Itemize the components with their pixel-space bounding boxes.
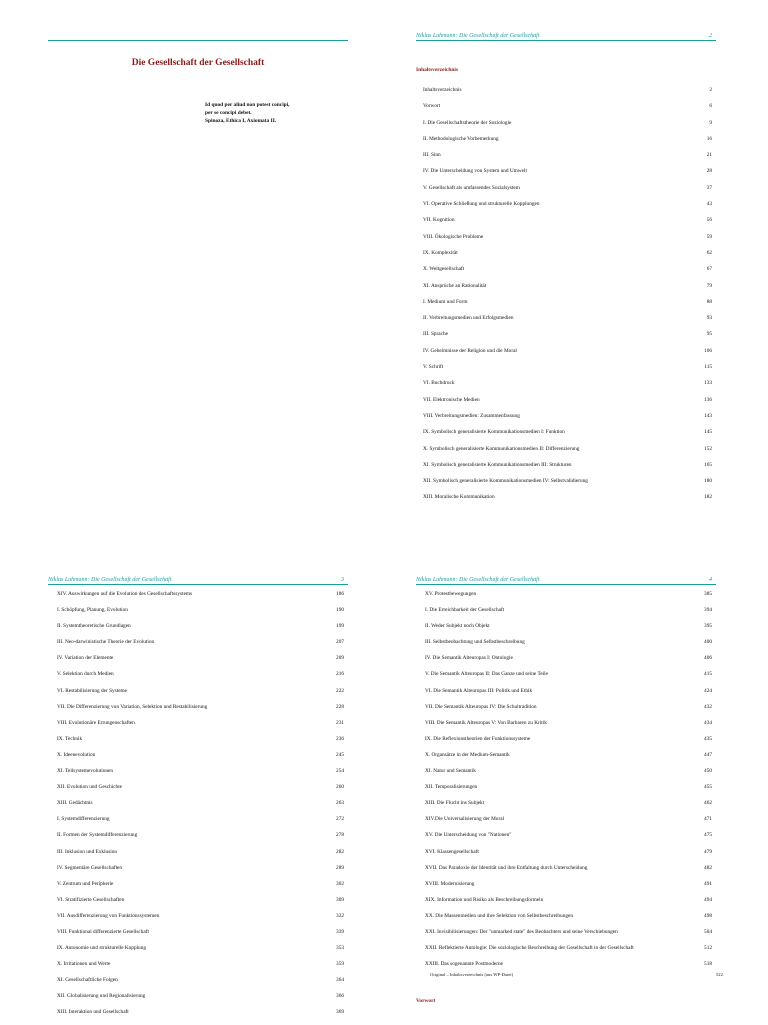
toc-entry[interactable] <box>423 412 716 428</box>
toc-entry[interactable] <box>423 216 716 232</box>
toc-entry-page: 462 <box>704 800 712 807</box>
toc-entry-title: V. Schrift <box>423 364 444 371</box>
toc-entry[interactable] <box>423 265 716 281</box>
toc-entry-title: XII. Symbolisch generalisierte Kommunikationsmedien IV: Selbstvalidierung <box>423 478 588 485</box>
toc-entry-title: II. Methodologische Vorbemerkung <box>423 135 499 142</box>
toc-entry[interactable] <box>423 493 716 509</box>
toc-entry-page: 455 <box>704 784 712 791</box>
toc-entry-title: XIV.Die Universalisierung der Moral <box>425 816 505 823</box>
toc-entry-page: 385 <box>704 591 712 597</box>
running-header-title: Niklas Luhmann: Die Gesellschaft der Gesellschaft <box>48 577 172 583</box>
toc-entry-page: 482 <box>704 864 712 871</box>
toc-entry-title: IX. Komplexität <box>423 249 458 256</box>
toc-entry[interactable] <box>425 751 716 767</box>
toc-entry-title: V. Gesellschaft als umfassendes Sozialsystem <box>423 184 520 191</box>
toc-entry[interactable] <box>57 590 348 606</box>
toc-entry-page: 254 <box>336 768 344 775</box>
toc-entry-page: 504 <box>704 928 712 935</box>
toc-entry[interactable] <box>57 944 348 960</box>
toc-entry-page: 182 <box>704 494 712 501</box>
toc-entry-page: 231 <box>336 719 344 726</box>
toc-entry-page: 289 <box>336 864 344 871</box>
toc-entry[interactable] <box>57 1008 348 1024</box>
toc-entry-title: VI. Stratifizierte Gesellschaften <box>57 896 125 903</box>
toc-entry-page: 6 <box>709 103 712 110</box>
motto <box>205 101 290 125</box>
motto-line: per se concipi debet. <box>205 110 252 116</box>
toc-entry[interactable] <box>57 735 348 751</box>
toc-entry-page: 216 <box>336 671 344 678</box>
toc-entry[interactable] <box>425 767 716 783</box>
toc-entry-title: XX. Die Massenmedien und ihre Selektion von Selbstbeschreibungen <box>425 912 573 919</box>
toc-entry-page: 353 <box>336 945 344 952</box>
toc-entry-title: I. Die Gesellschaftstheorie der Soziologie <box>423 119 512 126</box>
toc-entry-title: VIII. Funktional differenzierte Gesellschaft <box>57 928 149 935</box>
toc-entry-page: 88 <box>706 298 712 305</box>
toc-entry-page: 282 <box>336 848 344 855</box>
toc-entry-title: XXI. Invisibilisierungen: Der "unmarked state" des Beobachters und seine Verschiebungen <box>425 928 618 935</box>
toc-entry-title: III. Sinn <box>423 152 441 159</box>
running-header-title: Niklas Luhmann: Die Gesellschaft der Gesellschaft <box>416 577 540 583</box>
toc-entry[interactable] <box>423 330 716 346</box>
toc-entry-page: 2 <box>709 87 712 93</box>
toc-entry-title: III. Selbstbeobachtung und Selbstbeschreibung <box>425 639 525 646</box>
toc-entry[interactable] <box>425 944 716 960</box>
toc-entry[interactable] <box>57 928 348 944</box>
motto-line: Id quod per aliud non potest concipi, <box>205 102 290 108</box>
toc-entry[interactable] <box>57 687 348 703</box>
toc-entry-page: 95 <box>706 331 712 338</box>
toc-entry-page: 400 <box>704 639 712 646</box>
page-1-header-rule <box>48 18 348 41</box>
toc-entry-title: XII. Temporalisierungen <box>425 784 478 791</box>
toc-entry-title: IV. Die Unterscheidung von System und Umwelt <box>423 168 527 175</box>
toc-entry-title: IX. Die Reflexionstheorien der Funktionssysteme <box>425 735 531 742</box>
toc-entry-page: 518 <box>704 961 712 968</box>
toc-entry-page: 394 <box>704 607 712 614</box>
toc-entry-page: 207 <box>336 639 344 646</box>
toc-entry-title: VII. Elektronische Medien <box>423 396 480 403</box>
toc-entry-page: 447 <box>704 751 712 758</box>
toc-entry[interactable] <box>57 799 348 815</box>
toc-entry[interactable] <box>57 622 348 638</box>
toc-entry-page: 494 <box>704 896 712 903</box>
toc-entry-page: 67 <box>706 266 712 273</box>
toc-entry[interactable] <box>423 461 716 477</box>
page-number: 4 <box>709 577 712 583</box>
toc-entry-page: 222 <box>336 687 344 694</box>
toc-entry-title: XIII. Moralische Kommunikation <box>423 494 495 501</box>
toc-entry-page: 309 <box>336 896 344 903</box>
toc-entry-page: 136 <box>704 396 712 403</box>
toc-entry[interactable] <box>57 751 348 767</box>
toc-entry-title: IX. Technik <box>57 735 83 742</box>
toc-entry-title: X. Irritationen und Werte <box>57 961 111 968</box>
toc-entry-title: V. Zentrum und Peripherie <box>57 880 114 887</box>
toc-entry-page: 133 <box>704 380 712 387</box>
motto-line: Spinoza, Ethica I, Axiomata II. <box>205 118 277 124</box>
toc-entry-title: XIII. Interaktion und Gesellschaft <box>57 1009 129 1016</box>
toc-entry-title: X. Organsätze in der Medium-Semantik <box>425 751 510 758</box>
toc-entry-title: VII. Die Semantik Alteuropas IV: Die Schultradition <box>425 703 537 710</box>
toc-entry-page: 272 <box>336 816 344 823</box>
toc-entry[interactable] <box>425 799 716 815</box>
toc-entry[interactable] <box>57 976 348 992</box>
toc-entry-title: XII. Globalisierung und Regionalisierung <box>57 993 146 1000</box>
toc-entry-title: VII. Ausdifferenzierung von Funktionssystemen <box>57 912 160 919</box>
original-toc-note-text: Original – Inhaltsverzeichnis (aus WP-Datei) <box>430 972 514 977</box>
toc-entry-title: Vorwort <box>423 103 441 110</box>
toc-entry-title: XIX. Information und Risiko als Beschreibungsformeln <box>425 896 544 903</box>
toc-entry-title: XI. Symbolisch generalisierte Kommunikationsmedien III: Strukturen <box>423 461 572 468</box>
toc-entry[interactable] <box>425 783 716 799</box>
toc-entry-page: 366 <box>336 993 344 1000</box>
toc-entry-page: 479 <box>704 848 712 855</box>
toc-entry[interactable] <box>423 428 716 444</box>
toc-entry[interactable] <box>423 445 716 461</box>
running-header-title: Niklas Luhmann: Die Gesellschaft der Gesellschaft <box>416 33 540 39</box>
toc-entry[interactable] <box>57 912 348 928</box>
toc-entry-title: IV. Geheimnisse der Religion und die Moral <box>423 347 517 354</box>
page-3 <box>48 562 348 1024</box>
toc-entry-page: 364 <box>336 977 344 984</box>
toc-entry-page: 475 <box>704 832 712 839</box>
toc-entry[interactable] <box>423 184 716 200</box>
toc-entry-page: 152 <box>704 445 712 452</box>
toc-entry[interactable] <box>423 233 716 249</box>
toc-entry[interactable] <box>423 151 716 167</box>
toc-entry-title: III. Inklusion und Exklusion <box>57 848 118 855</box>
toc-entry[interactable] <box>423 135 716 151</box>
toc-entry-page: 435 <box>704 735 712 742</box>
toc-entry-title: VI. Die Semantik Alteuropas III: Politik und Ethik <box>425 687 533 694</box>
toc-entry-page: 79 <box>706 282 712 289</box>
toc-heading: Inhaltsverzeichnis <box>416 67 458 73</box>
toc-entry[interactable] <box>425 831 716 847</box>
toc-entry-page: 190 <box>336 607 344 614</box>
page-2 <box>416 18 716 518</box>
toc-entry-title: XII. Evolution und Geschichte <box>57 784 123 791</box>
toc-entry-title: XVII. Das Paradoxie der Identität und ihre Entfaltung durch Unterscheidung <box>425 864 588 871</box>
page-number: 3 <box>341 577 344 583</box>
toc-entry[interactable] <box>57 783 348 799</box>
toc-entry[interactable] <box>425 815 716 831</box>
toc-entry-page: 302 <box>336 880 344 887</box>
toc-entry-page: 143 <box>704 412 712 419</box>
toc-list <box>416 86 716 510</box>
toc-entry-title: II. Systemtheoretische Grundlagen <box>57 623 131 630</box>
toc-entry[interactable] <box>57 719 348 735</box>
toc-entry-page: 369 <box>336 1009 344 1016</box>
toc-entry[interactable] <box>423 298 716 314</box>
toc-entry-page: 37 <box>706 184 712 191</box>
toc-entry-title: VIII. Die Semantik Alteuropas V: Von Barbaren zu Kritik <box>425 719 547 726</box>
running-header <box>48 562 348 585</box>
toc-entry-title: VII. Die Differenzierung von Variation, Selektion und Restabilisierung <box>57 703 208 710</box>
toc-entry[interactable] <box>423 86 716 102</box>
toc-entry[interactable] <box>425 928 716 944</box>
toc-entry-page: 406 <box>704 655 712 662</box>
page-4 <box>416 562 723 1024</box>
toc-entry-title: IX. Autonomie und strukturelle Kopplung <box>57 945 147 952</box>
toc-entry-title: I. Schöpfung, Planung, Evolution <box>57 607 128 614</box>
toc-entry-title: Inhaltsverzeichnis <box>423 87 462 93</box>
toc-entry-page: 106 <box>704 347 712 354</box>
toc-entry-title: VI. Buchdruck <box>423 380 455 387</box>
toc-entry[interactable] <box>425 735 716 751</box>
toc-entry[interactable] <box>57 670 348 686</box>
toc-entry[interactable] <box>423 379 716 395</box>
toc-entry-page: 165 <box>704 461 712 468</box>
page-number: 2 <box>709 33 712 39</box>
original-toc-note-page: 522 <box>716 972 723 977</box>
toc-entry-page: 43 <box>706 201 712 208</box>
toc-entry[interactable] <box>57 703 348 719</box>
toc-entry[interactable] <box>57 638 348 654</box>
toc-entry-page: 432 <box>704 703 712 710</box>
toc-entry[interactable] <box>423 119 716 135</box>
toc-entry-title: VI. Operative Schließung und strukturelle Kopplungen <box>423 201 540 208</box>
toc-entry-page: 491 <box>704 880 712 887</box>
toc-entry-title: VI. Restabilisierung der Systeme <box>57 687 128 694</box>
toc-entry-page: 199 <box>336 623 344 630</box>
toc-entry-page: 322 <box>336 912 344 919</box>
toc-entry-page: 16 <box>706 135 712 142</box>
vorwort-heading: Vorwort <box>416 998 436 1004</box>
toc-list <box>48 590 348 1025</box>
toc-entry-page: 9 <box>709 119 712 126</box>
toc-entry[interactable] <box>423 347 716 363</box>
toc-entry-title: I. Die Erreichbarkeit der Gesellschaft <box>425 607 505 614</box>
toc-entry-page: 263 <box>336 800 344 807</box>
toc-entry-title: VIII. Verbreitungsmedien: Zusammenfassung <box>423 412 520 419</box>
toc-entry-title: II. Formen der Systemdifferenzierung <box>57 832 138 839</box>
toc-entry[interactable] <box>425 864 716 880</box>
toc-entry[interactable] <box>423 167 716 183</box>
toc-list <box>416 590 716 976</box>
toc-entry-page: 59 <box>706 233 712 240</box>
toc-entry-title: VIII. Ökologische Probleme <box>423 233 484 240</box>
toc-entry-page: 236 <box>336 735 344 742</box>
toc-entry[interactable] <box>57 896 348 912</box>
toc-entry-title: IV. Die Semantik Alteuropas I: Ontologie <box>425 655 513 662</box>
toc-entry-page: 512 <box>704 945 712 952</box>
toc-entry[interactable] <box>423 396 716 412</box>
toc-entry-title: IV. Segmentäre Gesellschaften <box>57 864 123 871</box>
toc-entry-title: XI. Teilsystemevolutionen <box>57 768 114 775</box>
toc-entry-title: XI. Gesellschaftliche Folgen <box>57 977 118 984</box>
toc-entry-page: 278 <box>336 832 344 839</box>
toc-entry-page: 93 <box>706 315 712 322</box>
toc-entry-title: II. Weder Subjekt noch Objekt <box>425 623 490 630</box>
toc-entry-page: 209 <box>336 655 344 662</box>
toc-entry[interactable] <box>423 200 716 216</box>
toc-entry-title: V. Die Semantik Alteuropas II: Das Ganze und seine Teile <box>425 671 548 678</box>
toc-entry-title: I. Medium und Form <box>423 298 468 305</box>
toc-entry-page: 359 <box>336 961 344 968</box>
toc-entry-title: IV. Variation der Elemente <box>57 655 114 662</box>
toc-entry[interactable] <box>57 960 348 976</box>
toc-entry[interactable] <box>425 912 716 928</box>
toc-entry-page: 424 <box>704 687 712 694</box>
toc-entry[interactable] <box>425 606 716 622</box>
toc-entry[interactable] <box>425 670 716 686</box>
toc-entry[interactable] <box>423 249 716 265</box>
toc-entry[interactable] <box>425 703 716 719</box>
toc-entry-title: X. Ideenevolution <box>57 751 96 758</box>
toc-entry-page: 145 <box>704 429 712 436</box>
toc-entry[interactable] <box>425 590 716 606</box>
toc-entry-title: XIV. Auswirkungen auf die Evolution des Gesellschaftssystems <box>57 591 193 597</box>
toc-entry-page: 434 <box>704 719 712 726</box>
toc-entry-title: XIII. Gedächtnis <box>57 800 93 807</box>
toc-entry-title: IX. Symbolisch generalisierte Kommunikationsmedien I: Funktion <box>423 429 565 436</box>
toc-entry[interactable] <box>57 864 348 880</box>
toc-entry[interactable] <box>425 654 716 670</box>
toc-entry[interactable] <box>57 992 348 1008</box>
toc-entry-page: 415 <box>704 671 712 678</box>
toc-entry-title: XV. Die Unterscheidung von "Nationen" <box>425 832 512 839</box>
toc-entry[interactable] <box>423 363 716 379</box>
toc-entry-page: 228 <box>336 703 344 710</box>
toc-entry-page: 21 <box>706 152 712 159</box>
toc-entry-page: 395 <box>704 623 712 630</box>
toc-entry-page: 260 <box>336 784 344 791</box>
toc-entry-title: XI. Ansprüche an Rationalität <box>423 282 487 289</box>
toc-entry-page: 498 <box>704 912 712 919</box>
toc-entry-title: XIII. Die Flucht ins Subjekt <box>425 800 485 807</box>
toc-entry-page: 180 <box>704 478 712 485</box>
toc-entry-title: II. Verbreitungsmedien und Erfolgsmedien <box>423 315 514 322</box>
toc-entry[interactable] <box>425 719 716 735</box>
toc-entry[interactable] <box>425 880 716 896</box>
page-1 <box>48 18 348 518</box>
book-title: Die Gesellschaft der Gesellschaft <box>131 58 265 68</box>
toc-entry-title: XXII. Reflektierte Autologie: Die soziologische Beschreibung der Gesellschaft in der Gesellschaft <box>425 945 634 952</box>
toc-entry-title: III. Neo-darwinistische Theorie der Evolution <box>57 639 155 646</box>
toc-entry-page: 245 <box>336 751 344 758</box>
toc-entry[interactable] <box>423 102 716 118</box>
running-header <box>416 562 716 585</box>
toc-entry[interactable] <box>57 880 348 896</box>
toc-entry-title: X. Symbolisch generalisierte Kommunikationsmedien II: Differenzierung <box>423 445 580 452</box>
toc-entry[interactable] <box>425 622 716 638</box>
toc-entry-title: XVI. Klassengesellschaft <box>425 848 479 855</box>
toc-entry[interactable] <box>423 282 716 298</box>
toc-entry-page: 62 <box>706 249 712 256</box>
toc-entry-title: XXIII. Das sogenannte Postmoderne <box>425 961 503 968</box>
toc-entry-title: XV. Protestbewegungen <box>425 591 477 597</box>
toc-entry-title: V. Selektion durch Medien <box>57 671 114 678</box>
toc-entry[interactable] <box>425 687 716 703</box>
running-header <box>416 18 716 41</box>
toc-entry-page: 186 <box>336 591 344 597</box>
toc-entry-page: 339 <box>336 928 344 935</box>
toc-entry-title: VIII. Evolutionäre Errungenschaften <box>57 719 135 726</box>
original-toc-note <box>430 972 723 977</box>
toc-entry-title: VII. Kognition <box>423 217 455 224</box>
toc-entry-title: I. Systemdifferenzierung <box>57 816 110 823</box>
toc-entry-page: 115 <box>704 364 712 371</box>
toc-entry-title: XVIII. Modernisierung <box>425 880 475 887</box>
toc-entry-page: 450 <box>704 768 712 775</box>
toc-entry[interactable] <box>57 767 348 783</box>
toc-entry-title: XI. Natur und Semantik <box>425 768 476 775</box>
toc-entry[interactable] <box>423 477 716 493</box>
toc-entry[interactable] <box>57 654 348 670</box>
toc-entry-page: 56 <box>706 217 712 224</box>
toc-entry[interactable] <box>57 831 348 847</box>
toc-entry[interactable] <box>57 848 348 864</box>
toc-entry-title: III. Sprache <box>423 331 448 338</box>
toc-entry-page: 471 <box>704 816 712 823</box>
toc-entry[interactable] <box>57 815 348 831</box>
toc-entry-page: 28 <box>706 168 712 175</box>
toc-entry[interactable] <box>425 848 716 864</box>
toc-entry[interactable] <box>425 638 716 654</box>
toc-entry[interactable] <box>57 606 348 622</box>
toc-entry-title: X. Weltgesellschaft <box>423 266 465 273</box>
toc-entry[interactable] <box>425 896 716 912</box>
toc-entry[interactable] <box>423 314 716 330</box>
